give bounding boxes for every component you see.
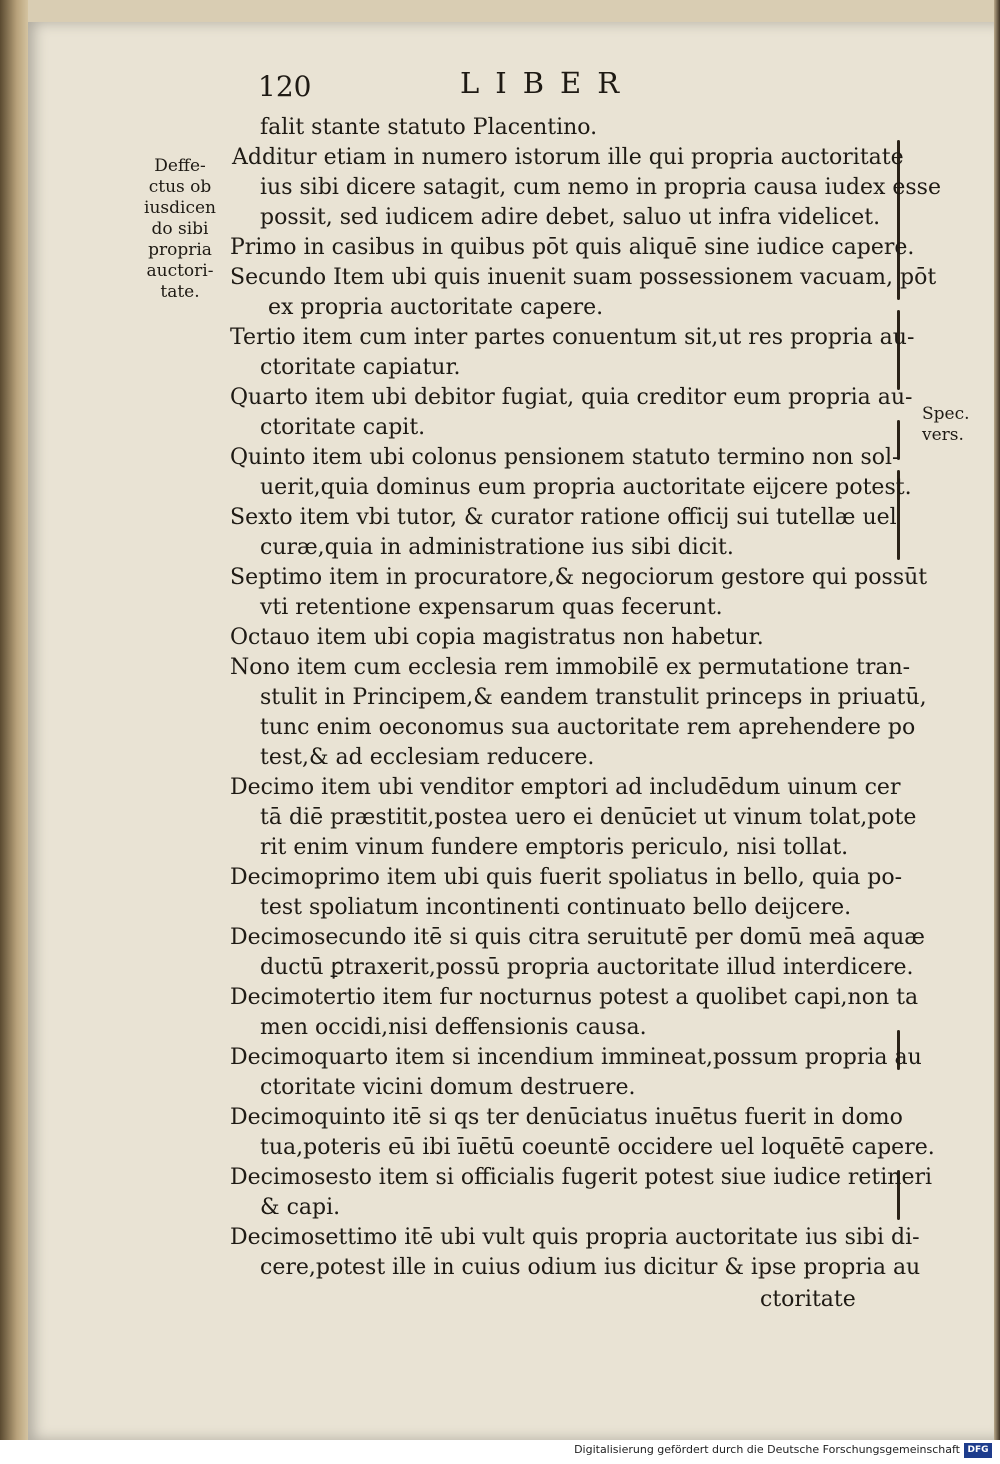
text-line: ctoritate capit. bbox=[260, 415, 426, 440]
text-line: Decimoquarto item si incendium immineat,possum propria au bbox=[230, 1045, 922, 1070]
margin-note-line: auctori- bbox=[146, 261, 214, 281]
text-line: tunc enim oeconomus sua auctoritate rem aprehendere po bbox=[260, 715, 916, 740]
page-header bbox=[0, 66, 1000, 106]
text-line: Decimo item ubi venditor emptori ad includēdum uinum cer bbox=[230, 775, 901, 800]
text-line: Decimosecundo itē si quis citra seruitutē per domū meā aquæ bbox=[230, 925, 925, 950]
text-line: men occidi,nisi deffensionis causa. bbox=[260, 1015, 647, 1040]
text-line: test spoliatum incontinenti continuato bello deijcere. bbox=[260, 895, 852, 920]
book-binding-shadow bbox=[0, 0, 28, 1440]
text-line: Secundo Item ubi quis inuenit suam possessionem vacuam, pōt bbox=[230, 265, 937, 290]
digitization-footer bbox=[0, 1440, 1000, 1464]
text-line: tā diē præstitit,postea uero ei denūciet ut vinum tolat,pote bbox=[260, 805, 917, 830]
text-line: Sexto item vbi tutor, & curator ratione officij sui tutellæ uel bbox=[230, 505, 897, 530]
text-line: Decimoquinto itē si qs ter denūciatus inuētus fuerit in domo bbox=[230, 1105, 903, 1130]
text-line: Septimo item in procuratore,& negociorum gestore qui possūt bbox=[230, 565, 928, 590]
text-line: Additur etiam in numero istorum ille qui propria auctoritate bbox=[232, 145, 904, 170]
left-margin-note bbox=[138, 156, 222, 303]
text-line: ex propria auctoritate capere. bbox=[268, 295, 604, 320]
text-line: Decimosesto item si officialis fugerit potest siue iudice retineri bbox=[230, 1165, 933, 1190]
page-number: 120 bbox=[258, 70, 312, 103]
text-line: Decimotertio item fur nocturnus potest a quolibet capi,non ta bbox=[230, 985, 919, 1010]
text-line: falit stante statuto Placentino. bbox=[260, 115, 598, 140]
text-line: ctoritate capiatur. bbox=[260, 355, 461, 380]
margin-note-line: Spec. bbox=[922, 404, 970, 424]
text-line: Decimoprimo item ubi quis fuerit spoliatus in bello, quia po- bbox=[230, 865, 903, 890]
margin-note-line: do sibi bbox=[151, 219, 209, 239]
catchword: ctoritate bbox=[760, 1287, 856, 1312]
margin-note-line: ctus ob bbox=[148, 177, 212, 197]
text-line: Octauo item ubi copia magistratus non habetur. bbox=[230, 625, 764, 650]
right-margin-note bbox=[922, 404, 978, 446]
margin-note-line: tate. bbox=[160, 282, 200, 302]
text-line: Quinto item ubi colonus pensionem statuto termino non sol- bbox=[230, 445, 900, 470]
text-line: curæ,quia in administratione ius sibi dicit. bbox=[260, 535, 734, 560]
text-line: uerit,quia dominus eum propria auctoritate eijcere potest. bbox=[260, 475, 912, 500]
text-line: Decimosettimo itē ubi vult quis propria auctoritate ius sibi di- bbox=[230, 1225, 920, 1250]
dfg-logo: DFG bbox=[964, 1443, 992, 1458]
text-line: possit, sed iudicem adire debet, saluo ut infra videlicet. bbox=[260, 205, 881, 230]
page-edge-shadow bbox=[994, 0, 1000, 1440]
text-line: cere,potest ille in cuius odium ius dicitur & ipse propria au bbox=[260, 1255, 921, 1280]
margin-note-line: vers. bbox=[922, 425, 964, 445]
text-line: ductū ꝑtraxerit,possū propria auctoritate illud interdicere. bbox=[260, 955, 914, 980]
text-line: & capi. bbox=[260, 1195, 341, 1220]
text-line: Tertio item cum inter partes conuentum sit,ut res propria au- bbox=[230, 325, 915, 350]
text-line: ius sibi dicere satagit, cum nemo in propria causa iudex esse bbox=[260, 175, 941, 200]
text-line: rit enim vinum fundere emptoris periculo, nisi tollat. bbox=[260, 835, 849, 860]
text-line: tua,poteris eū ibi īuētū coeuntē occidere uel loquētē capere. bbox=[260, 1135, 935, 1160]
text-line: stulit in Principem,& eandem transtulit princeps in priuatū, bbox=[260, 685, 927, 710]
margin-note-line: iusdicen bbox=[144, 198, 216, 218]
text-line: Quarto item ubi debitor fugiat, quia creditor eum propria au- bbox=[230, 385, 913, 410]
text-line: Nono item cum ecclesia rem immobilē ex permutatione tran- bbox=[230, 655, 911, 680]
text-line: test,& ad ecclesiam reducere. bbox=[260, 745, 595, 770]
running-title: LIBER bbox=[460, 66, 636, 100]
text-line: ctoritate vicini domum destruere. bbox=[260, 1075, 636, 1100]
margin-note-line: Deffe- bbox=[154, 156, 206, 176]
margin-note-line: propria bbox=[148, 240, 212, 260]
text-line: vti retentione expensarum quas fecerunt. bbox=[260, 595, 723, 620]
footer-credit: Digitalisierung gefördert durch die Deutsche Forschungsgemeinschaft bbox=[574, 1443, 960, 1456]
text-line: Primo in casibus in quibus pōt quis aliquē sine iudice capere. bbox=[230, 235, 915, 260]
